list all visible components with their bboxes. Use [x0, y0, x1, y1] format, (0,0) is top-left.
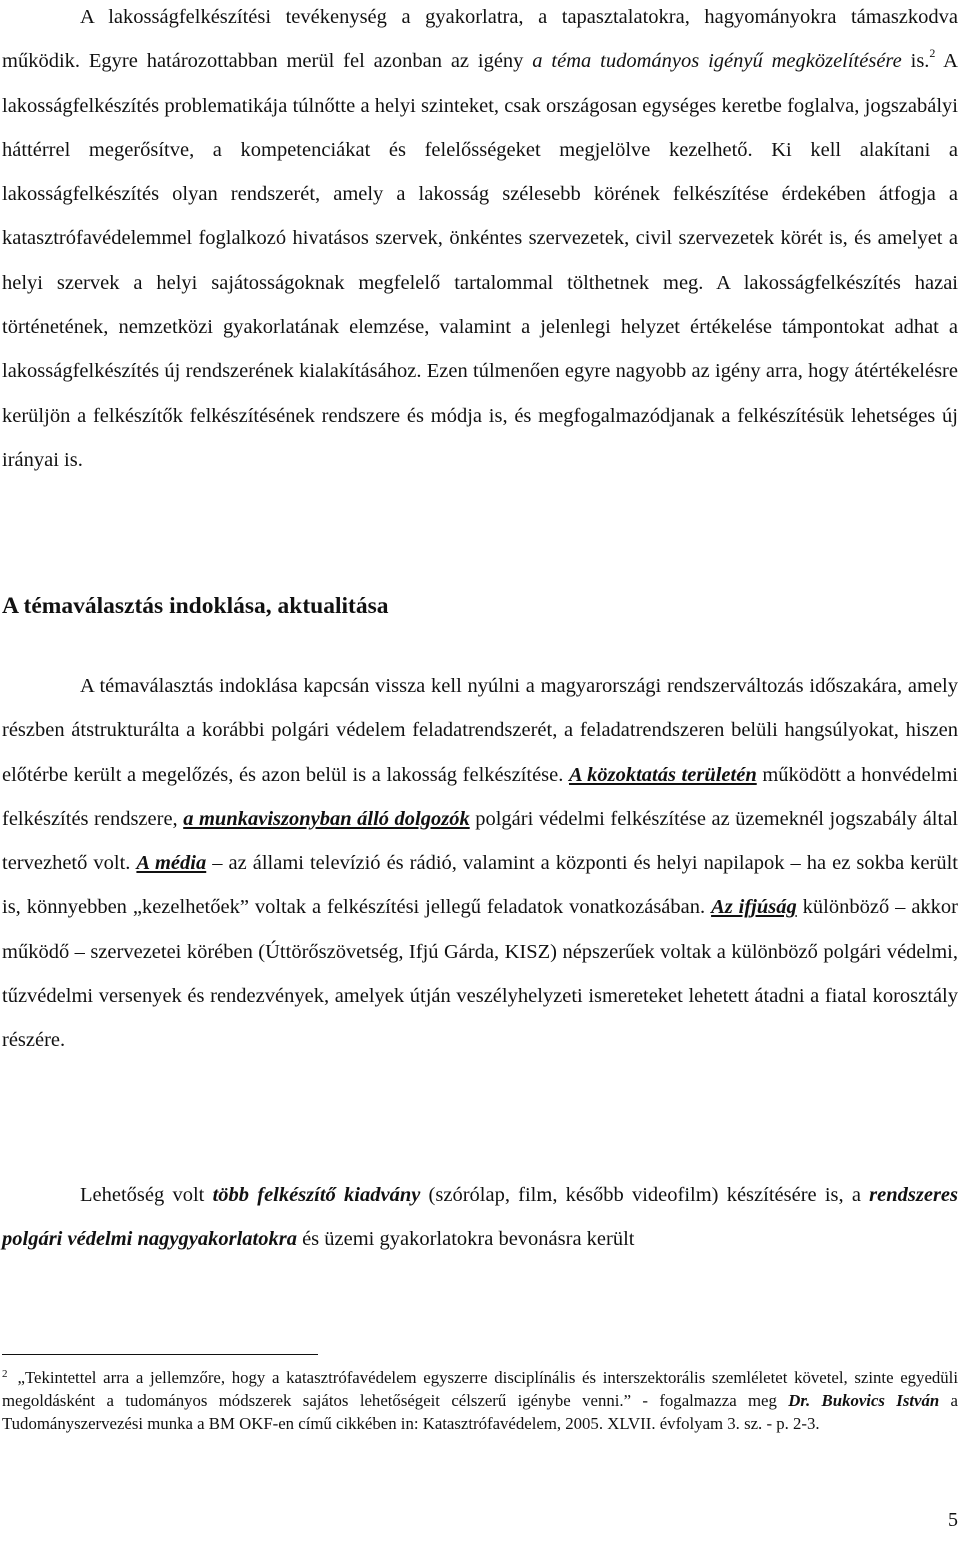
- emphasis-bold-italic-underline: A média: [136, 852, 207, 875]
- footnote-text: a Tudományszervezési munka a BM OKF-en című cikkében in: Katasztrófavédelem, 2005. XLVII. évfolyam 3. sz. - p. 2-3.: [2, 1391, 958, 1433]
- text-run: A témaválasztás indoklása kapcsán vissza kell nyúlni a magyarországi rendszerváltozás időszakára, amely részben átstrukturálta a korábbi polgári védelem feladatrendszerét, a feladatrendszeren belüli hangsúlyokat, hiszen előtérbe került a megelőzés, és azon belül is a lakosság felkészítése.: [2, 675, 958, 786]
- emphasis-bold-italic-underline: a munkaviszonyban álló dolgozók: [183, 807, 470, 830]
- footnote-author: Dr. Bukovics István: [788, 1391, 940, 1410]
- paragraph-intro: [2, 0, 958, 482]
- section-heading: A témaválasztás indoklása, aktualitása: [2, 593, 389, 619]
- text-run: polgári védelmi felkészítése az üzemeknél jogszabály által tervezhető volt.: [2, 807, 958, 875]
- footnote: [2, 1366, 958, 1435]
- text-run: Lehetőség volt: [80, 1184, 213, 1206]
- emphasis-bold-italic-underline: A közoktatás területén: [568, 763, 757, 786]
- text-run: A lakosságfelkészítés problematikája túlnőtte a helyi szinteket, csak országosan egységes keretbe foglalva, jogszabályi háttérrel megerősítve, a kompetenciákat és felelősségeket megjelölve kezelhető. Ki kell alakítani a lakosságfelkészítés olyan rendszerét, amely a lakosság szélesebb körének felkészítése érdekében átfogja a katasztrófavédelemmel foglalkozó hivatásos szervek, önkéntes szervezetek, civil szervezetek körét is, és amelyet a helyi szervek a helyi sajátosságoknak megfelelő tartalommal tölthetnek meg. A lakosságfelkészítés hazai történetének, nemzetközi gyakorlatának elemzése, valamint a jelenlegi helyzet értékelése támpontokat adhat a lakosságfelkészítés új rendszerének kialakításához. Ezen túlmenően egyre nagyobb az igény arra, hogy átértékelésre kerüljön a felkészítők felkészítésének rendszere és módja is, és megfogalmazódjanak a felkészítésük lehetséges új irányai is.: [2, 50, 958, 471]
- emphasis-bold-italic: rendszeres polgári védelmi nagygyakorlatokra: [2, 1184, 959, 1251]
- text-run: és üzemi gyakorlatokra bevonásra került: [296, 1228, 635, 1251]
- footnote-number: 2: [2, 1368, 8, 1380]
- paragraph-publications: [2, 1173, 958, 1262]
- text-run: is.: [901, 50, 930, 73]
- text-run: (szórólap, film, később videofilm) készítésére is, a: [420, 1184, 870, 1206]
- text-run: különböző – akkor működő – szervezetei körében (Úttörőszövetség, Ifjú Gárda, KISZ) népszerűek voltak a különböző polgári védelmi, tűzvédelmi versenyek és rendezvények, amelyek útján veszélyhelyzeti ismereteket lehetett átadni a fiatal korosztály részére.: [2, 896, 958, 1052]
- emphasis-bold-italic: több felkészítő kiadvány: [212, 1184, 421, 1206]
- page-number: 5: [948, 1509, 958, 1531]
- emphasis-bold-italic-underline: Az ifjúság: [711, 896, 797, 919]
- text-run: – az állami televízió és rádió, valamint a központi és helyi napilapok – ha ez sokba került is, könnyebben „kezelhetőek” voltak a felkészítési jellegű feladatok vonatkozásában.: [2, 852, 958, 919]
- text-run: A lakosságfelkészítési tevékenység a gyakorlatra, a tapasztalatokra, hagyományokra támaszkodva működik. Egyre határozottabban merül fel azonban az igény: [2, 6, 958, 73]
- paragraph-topic-justification: [2, 664, 958, 1063]
- footnote-reference[interactable]: 2: [929, 46, 936, 61]
- footnote-separator: [2, 1354, 318, 1355]
- emphasis-italic: a téma tudományos igényű megközelítésére: [532, 50, 902, 73]
- text-run: működött a honvédelmi felkészítés rendszere,: [2, 763, 958, 830]
- footnote-text: „Tekintettel arra a jellemzőre, hogy a katasztrófavédelem egyszerre disciplínális és interszektorális szemléletet követel, szinte egyedüli megoldásként a tudományos módszerek sajátos lehetőségeit célszerű igénybe venni.” - fogalmazza meg: [2, 1368, 958, 1410]
